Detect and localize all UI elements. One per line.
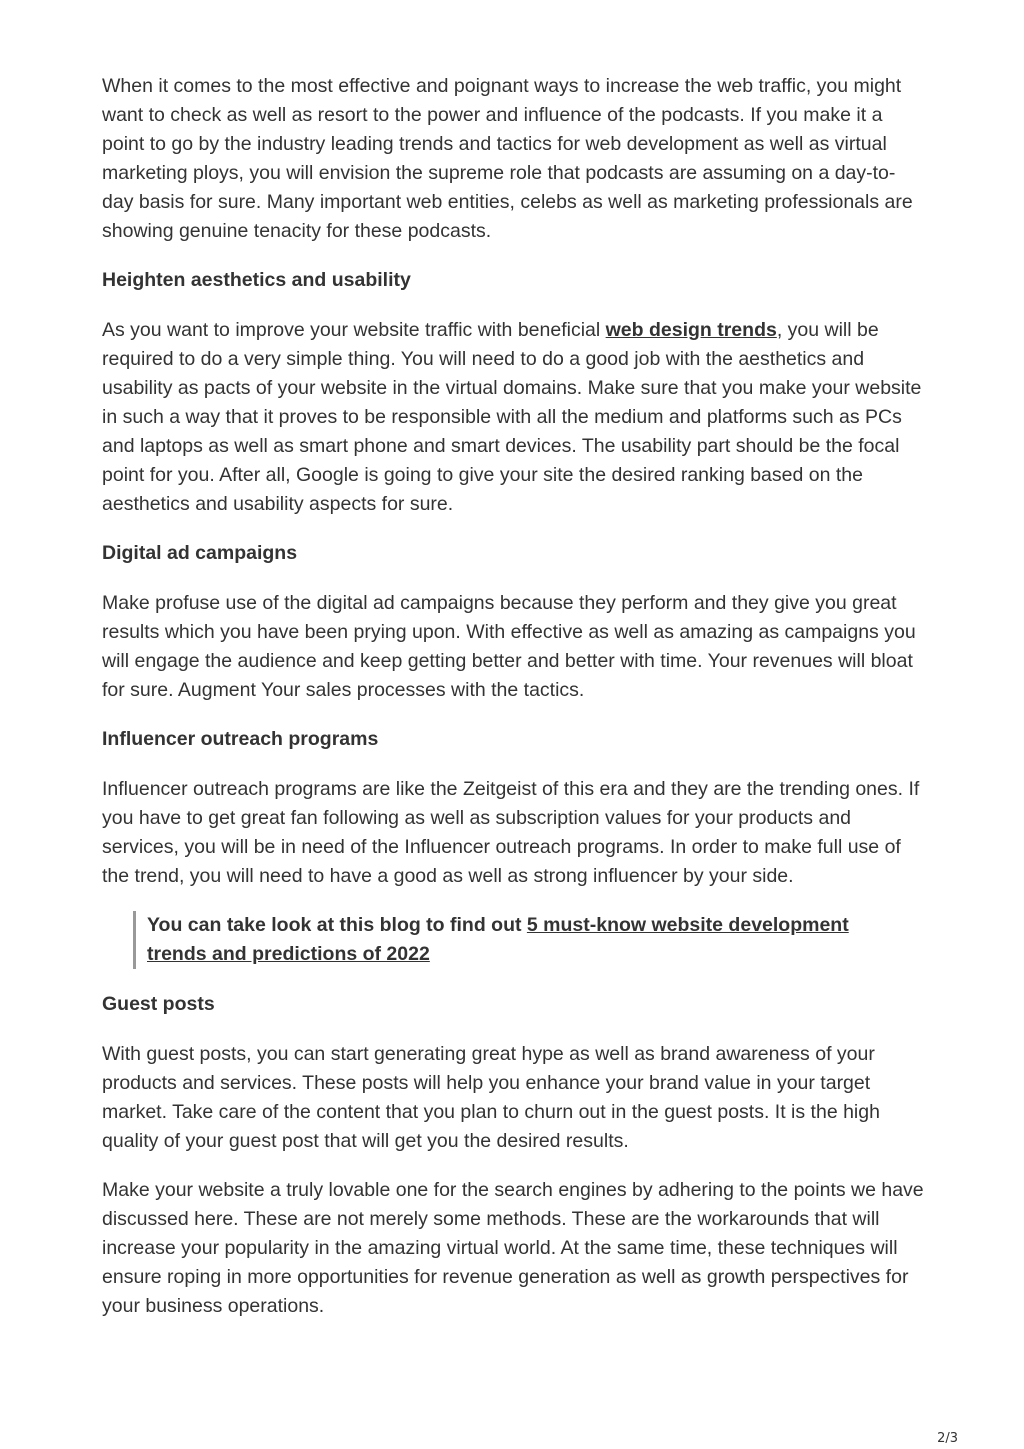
aesthetics-text-after: , you will be required to do a very simple thing. You will need to do a good job with the aesthetics and usability as pacts of your website in the virtual domains. Make sure that you make your website in such a way that it proves to be responsible with all the medium and platforms such as PCs and laptops as well as smart phone and smart devices. The usability part should be the focal point for you. After all, Google is going to give your site the desired ranking based on the aesthetics and usability aspects for sure. bbox=[102, 319, 922, 515]
callout-blockquote bbox=[133, 911, 907, 969]
digital-ads-heading: Digital ad campaigns bbox=[102, 542, 298, 564]
guest-posts-paragraph: With guest posts, you can start generating great hype as well as brand awareness of your products and services. These posts will help you enhance your brand value in your target market. Take care of the content that you plan to churn out in the guest posts. It is the high quality of your guest post that will get you the desired results. bbox=[102, 1043, 880, 1152]
web-design-trends-link[interactable]: web design trends bbox=[605, 319, 777, 341]
article-body bbox=[102, 72, 924, 1341]
influencer-heading: Influencer outreach programs bbox=[102, 728, 379, 750]
conclusion-paragraph: Make your website a truly lovable one for the search engines by adhering to the points we have discussed here. These are not merely some methods. These are the workarounds that will increase your popularity in the amazing virtual world. At the same time, these techniques will ensure roping in more opportunities for revenue generation as well as growth perspectives for your business operations. bbox=[102, 1179, 924, 1317]
page-number: 2/3 bbox=[937, 1431, 958, 1446]
aesthetics-paragraph bbox=[102, 316, 924, 519]
intro-paragraph: When it comes to the most effective and poignant ways to increase the web traffic, you might want to check as well as resort to the power and influence of the podcasts. If you make it a point to go by the industry leading trends and tactics for web development as well as virtual marketing ploys, you will envision the supreme role that podcasts are assuming on a day-to-day basis for sure. Many important web entities, celebs as well as marketing professionals are showing genuine tenacity for these podcasts. bbox=[102, 75, 913, 242]
influencer-paragraph: Influencer outreach programs are like the Zeitgeist of this era and they are the trending ones. If you have to get great fan following as well as subscription values for your products and services, you will be in need of the Influencer outreach programs. In order to make full use of the trend, you will need to have a good as well as strong influencer by your side. bbox=[102, 778, 920, 887]
callout-text: You can take look at this blog to find out bbox=[147, 914, 527, 936]
guest-posts-heading: Guest posts bbox=[102, 993, 215, 1015]
aesthetics-heading: Heighten aesthetics and usability bbox=[102, 269, 411, 291]
trends-2022-link[interactable]: 5 must-know website development trends and predictions of 2022 bbox=[147, 914, 849, 965]
digital-ads-paragraph: Make profuse use of the digital ad campaigns because they perform and they give you great results which you have been prying upon. With effective as well as amazing as campaigns you will engage the audience and keep getting better and better with time. Your revenues will bloat for sure. Augment Your sales processes with the tactics. bbox=[102, 592, 916, 701]
aesthetics-text-before: As you want to improve your website traffic with beneficial bbox=[102, 319, 606, 341]
